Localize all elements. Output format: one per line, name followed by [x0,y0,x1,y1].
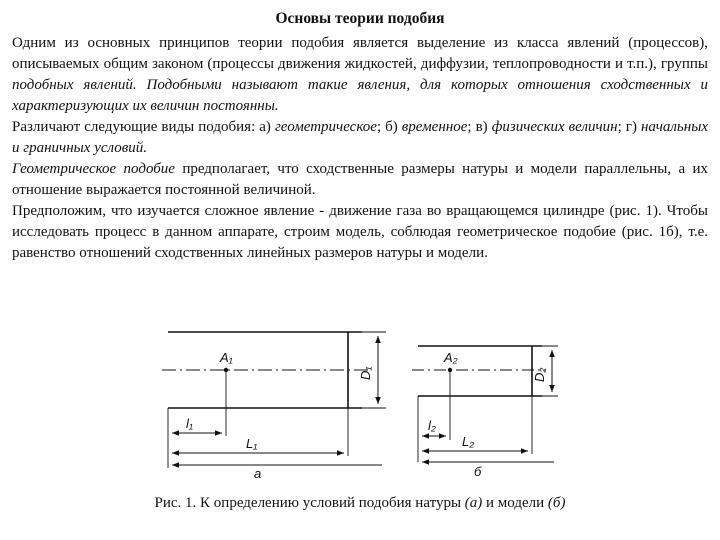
p3-text-b: предполагает, что сходственные размеры натуры и модели параллельны, а их отношение выражается постоянной величиной. [12,161,708,198]
p2-term-initial-boundary: начальных и граничных условий. [12,119,709,156]
p3-term-geometric-similarity: Геометрическое подобие [12,161,175,177]
body-text [12,33,708,264]
p1-term-similar-phenomena: подобных явлений. [12,77,137,93]
p1-text-a: Одним из основных принципов теории подобия является выделение из класса явлений (процессов), описываемых общим законом (процессы движения жидкостей, диффузии, теплопроводности и т.п.), группы [12,35,708,72]
p2-text-a: Различают следующие виды подобия: а) [12,119,275,135]
left-small-length-label: l₁ [186,416,193,431]
p2-text-e: ; в) [467,119,492,135]
figure-right-model [412,346,558,479]
paragraph-1 [12,33,708,117]
p2-text-g: ; г) [617,119,641,135]
figure-left-nature [162,332,386,481]
p1-definition: Подобными называют такие явления, для которых отношения сходственных и характеризующих их величин постоянны. [12,77,708,114]
paragraph-3 [12,159,708,201]
figure-caption [0,495,720,512]
p2-term-temporal: временное [401,119,468,135]
paragraph-2 [12,117,708,159]
page-title: Основы теории подобия [275,10,445,27]
right-full-length-label: L₂ [462,434,475,449]
left-diameter-label: D₁ [358,366,373,380]
p2-term-geometric: геометрическое [274,119,377,135]
cylinder-figure [150,328,570,488]
caption-text-a: Рис. 1. К определению условий подобия натуры [154,495,465,511]
right-point-label: A₂ [444,350,458,365]
right-diameter-label: D₂ [532,367,547,382]
p2-text-c: ; б) [376,119,402,135]
caption-ref-b: (б) [547,495,566,511]
right-small-length-label: l₂ [428,418,436,433]
left-full-length-label: L₁ [246,436,258,451]
p1-space [137,77,147,93]
caption-text-c: и модели [482,495,548,511]
left-point-label: A₁ [220,350,233,365]
left-figure-tag: а [254,466,262,481]
paragraph-4: Предположим, что изучается сложное явление - движение газа во вращающемся цилиндре (рис. 1). Чтобы исследовать процесс в данном аппарате, строим модель, соблюдая геометрическое подобие (рис. 1б), т.е. равенство отношений сходственных линейных размеров натуры и модели. [12,203,708,261]
p2-term-physical: физических величин [491,119,618,135]
caption-ref-a: (а) [464,495,483,511]
right-figure-tag: б [474,464,482,479]
